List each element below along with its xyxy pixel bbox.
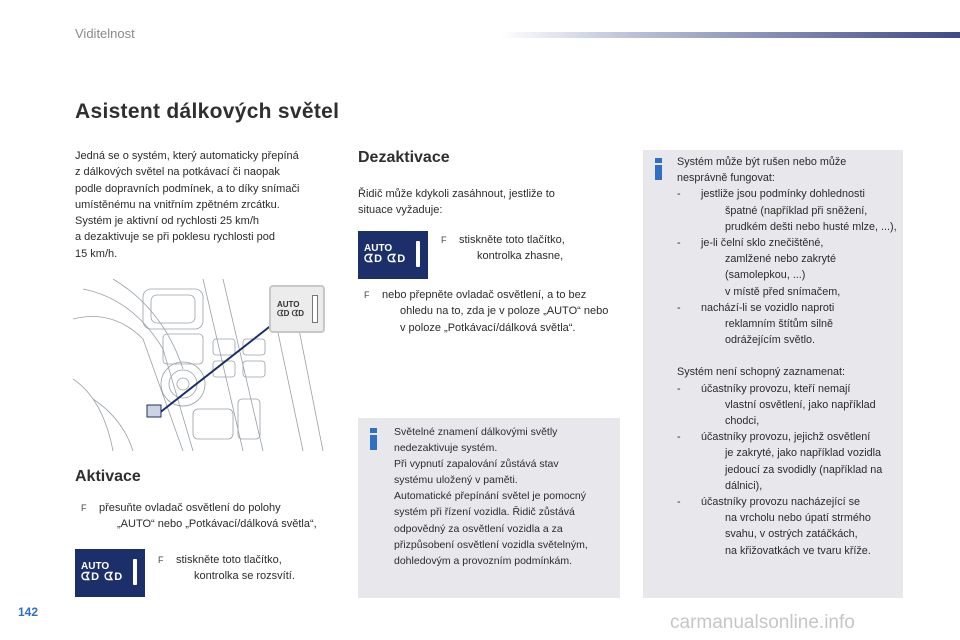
info-line: systému uložený v paměti. xyxy=(394,474,518,487)
intro-line: Jedná se o systém, který automaticky přepíná xyxy=(75,150,299,162)
bullet-icon: F xyxy=(158,555,164,565)
limitation-item: - nachází-li se vozidlo naproti reklamním štítům silně odrážejícím světlo. xyxy=(677,301,835,347)
step-text: kontrolka zhasne, xyxy=(477,250,564,263)
dezaktivace-step-1 xyxy=(441,232,639,265)
dezaktivace-step-2 xyxy=(364,287,652,336)
headlight-icons: ᗧD ᗧD xyxy=(364,253,407,265)
step-text: v poloze „Potkávací/dálková světla“. xyxy=(400,321,576,334)
info-line: systém při řízení vozidla. Řidič zůstává xyxy=(394,506,575,519)
step-text: přesuňte ovladač osvětlení do polohy xyxy=(99,502,281,514)
step-text: ohledu na to, zda je v poloze „AUTO“ nebo xyxy=(400,305,609,318)
headlight-icons: ᗧD ᗧD xyxy=(81,571,124,583)
undetected-item: - účastníky provozu, kteří nemají vlastní osvětlení, jako například chodci, xyxy=(677,382,876,428)
step-text: stiskněte toto tlačítko, xyxy=(176,554,282,566)
info-line: dohledovým a provozním podmínkám. xyxy=(394,554,573,567)
info-box-text xyxy=(394,424,616,569)
info-line: Systém může být rušen nebo může xyxy=(677,156,847,168)
info-line: Automatické přepínání světel je pomocný xyxy=(394,490,587,503)
intro-paragraph xyxy=(75,148,345,262)
info-line: Systém není schopný zaznamenat: xyxy=(677,366,846,379)
step-text: „AUTO“ nebo „Potkávací/dálková světla“, xyxy=(117,518,317,531)
limitation-item: - jestliže jsou podmínky dohlednosti špatné (například při sněžení, prudkém dešti nebo husté mlze, ...), xyxy=(677,188,897,233)
step-text: kontrolka se rozsvítí. xyxy=(194,570,295,583)
page-number: 142 xyxy=(18,605,39,619)
dezaktivace-heading: Dezaktivace xyxy=(358,149,450,166)
undetected-item: - účastníky provozu, jejichž osvětlení je zakryté, jako například vozidla jedoucí za svodidly (například na dálnici), xyxy=(677,431,883,492)
step-text: nebo přepněte ovladač osvětlení, a to bez xyxy=(382,289,587,301)
auto-button-activation xyxy=(75,549,145,597)
headlight-icons: ᗧD ᗧD xyxy=(277,309,305,318)
bullet-icon: F xyxy=(364,290,370,300)
info-line: nesprávně fungovat: xyxy=(677,172,775,185)
section-label: Viditelnost xyxy=(75,26,135,41)
dezaktivace-intro xyxy=(358,186,628,219)
undetected-item: - účastníky provozu nacházející se na vrcholu nebo úpatí strmého svahu, v ostrých zatáčkách, na křižovatkách ve tvaru kříže. xyxy=(677,496,871,557)
intro-line: podle dopravních podmínek, a to díky snímači xyxy=(75,182,300,195)
indicator-bar-icon xyxy=(133,559,137,585)
auto-button-deactivation xyxy=(358,231,428,279)
aktivace-step-1 xyxy=(81,500,369,533)
auto-label: AUTO xyxy=(364,243,393,254)
intro-line: Řidič může kdykoli zasáhnout, jestliže to xyxy=(358,188,555,200)
info-box-limitations xyxy=(643,150,903,598)
info-line: odpovědný za osvětlení vozidla a za xyxy=(394,522,563,535)
auto-label: AUTO xyxy=(81,561,110,572)
intro-line: z dálkových světel na potkávací či naopak xyxy=(75,166,280,179)
info-line: Při vypnutí zapalování zůstává stav xyxy=(394,458,559,471)
header-bar xyxy=(500,32,960,38)
info-icon xyxy=(655,158,662,180)
intro-line: a dezaktivuje se při poklesu rychlosti pod xyxy=(75,231,275,244)
intro-line: umístěnému na vnitřním zpětném zrcátku. xyxy=(75,198,280,211)
auto-label: AUTO xyxy=(277,300,300,309)
info-line: nedezaktivuje systém. xyxy=(394,442,498,455)
aktivace-heading: Aktivace xyxy=(75,468,141,485)
info-box-note xyxy=(358,418,620,598)
info-line: Světelné znamení dálkovými světly xyxy=(394,426,558,438)
aktivace-step-2 xyxy=(158,552,356,585)
page-title: Asistent dálkových světel xyxy=(75,100,340,123)
intro-line: 15 km/h. xyxy=(75,247,118,260)
limitation-item: - je-li čelní sklo znečištěné, zamlžené nebo zakryté (samolepkou, ...) v místě před snímačem, xyxy=(677,237,841,298)
indicator-bar-icon xyxy=(312,295,318,323)
intro-line: Systém je aktivní od rychlosti 25 km/h xyxy=(75,215,260,228)
watermark: carmanualsonline.info xyxy=(670,612,855,633)
step-text: stiskněte toto tlačítko, xyxy=(459,234,565,246)
bullet-icon: F xyxy=(81,503,87,513)
info-icon xyxy=(370,428,377,450)
button-zoom-callout xyxy=(269,285,325,333)
dashboard-illustration xyxy=(73,279,331,451)
intro-line: situace vyžaduje: xyxy=(358,204,443,217)
indicator-bar-icon xyxy=(416,241,420,267)
info-box-text xyxy=(677,154,901,559)
info-line: přizpůsobení osvětlení vozidla světelným, xyxy=(394,538,588,551)
bullet-icon: F xyxy=(441,235,447,245)
